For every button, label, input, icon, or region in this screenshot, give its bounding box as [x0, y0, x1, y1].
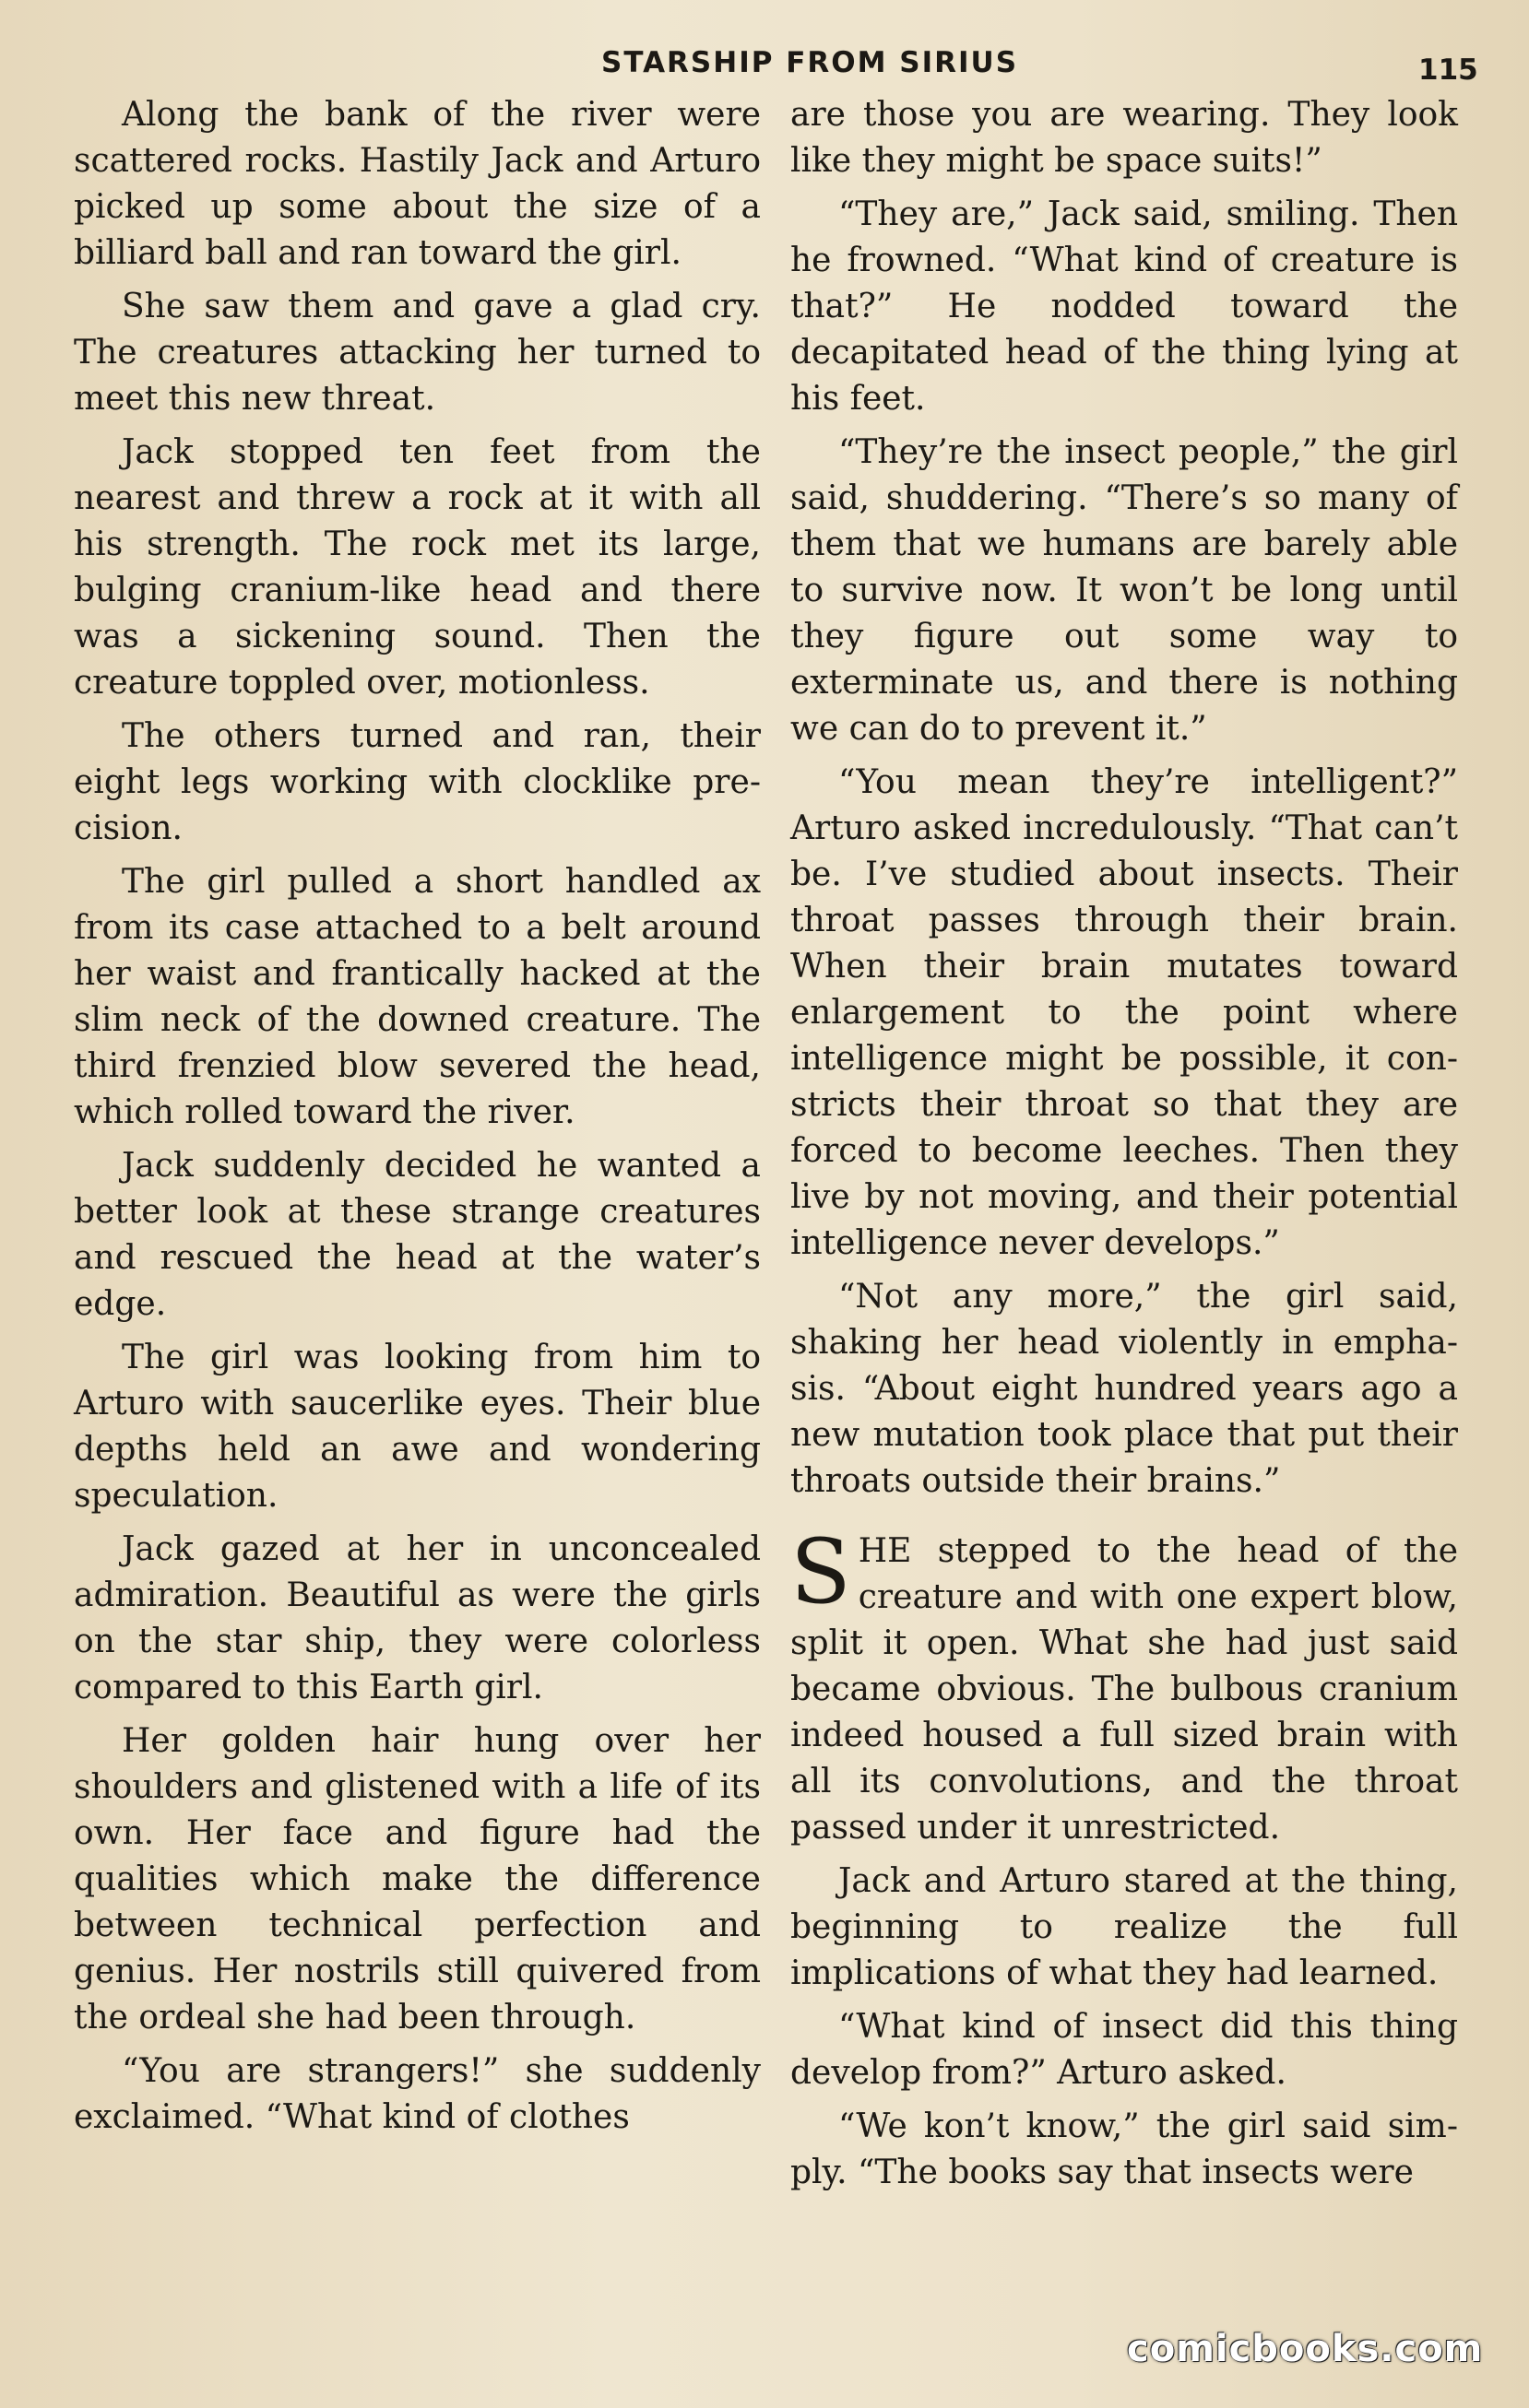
- section-start-text: HE stepped to the head of the creature and with one expert blow, split it open. What she had just said became obvious. The bulbous cranium indeed housed a full sized brain with all its convolutions, and the throat passed under it unrestricted.: [790, 1532, 1458, 1847]
- paragraph: Jack suddenly decided he wanted a better look at these strange creatures and rescued the head at the water’s edge.: [74, 1147, 761, 1323]
- paragraph: Jack gazed at her in unconcealed admiration. Beautiful as were the girls on the star ship, they were colorless compared to this Earth girl.: [74, 1530, 761, 1706]
- section-start-paragraph: [790, 1520, 1458, 1851]
- paragraph: Jack and Arturo stared at the thing, beginning to realize the full implications of what they had learned.: [790, 1862, 1458, 1992]
- drop-cap: S: [790, 1520, 851, 1623]
- paragraph: Jack stopped ten feet from the nearest and threw a rock at it with all his strength. The rock met its large, bulging cranium-like head and there was a sickening sound. Then the creature toppled over, motionless.: [74, 433, 761, 702]
- paragraph: “You are strangers!” she suddenly exclaimed. “What kind of clothes: [74, 2052, 761, 2136]
- paragraph: The girl was looking from him to Arturo with saucerlike eyes. Their blue depths held an awe and wondering speculation.: [74, 1339, 761, 1515]
- paragraph: The girl pulled a short handled ax from its case attached to a belt around her waist and frantically hacked at the slim neck of the downed creature. The third frenzied blow severed the head, which rolled toward the river.: [74, 863, 761, 1131]
- paragraph: Her golden hair hung over her shoulders and glistened with a life of its own. Her face and figure had the qualities which make the difference between technical perfection and genius. Her nostrils still quivered from the ordeal she had been through.: [74, 1722, 761, 2036]
- running-head-title: STARSHIP FROM SIRIUS: [601, 46, 1019, 79]
- paragraph: “They are,” Jack said, smiling. Then he frowned. “What kind of creature is that?” He nodded toward the decapitated head of the thing lying at his feet.: [790, 195, 1458, 418]
- paragraph: “What kind of insect did this thing develop from?” Arturo asked.: [790, 2008, 1458, 2092]
- left-column: [74, 92, 761, 2148]
- paragraph: “You mean they’re intelligent?” Arturo asked incredulously. “That can’t be. I’ve studied about insects. Their throat passes through their brain. When their brain mutates toward enlargement to the point where intelligence might be possible, it constricts their throat so that they are forced to become leeches. Then they live by not moving, and their potential intelligence never develops.”: [790, 763, 1458, 1262]
- right-column: [790, 92, 1458, 2203]
- paragraph: “Not any more,” the girl said, shaking her head violently in emphasis. “About eight hundred years ago a new mutation took place that put their throats outside their brains.”: [790, 1278, 1458, 1500]
- continued-paragraph: are those you are wearing. They look like they might be space suits!”: [790, 96, 1458, 180]
- watermark: comicbooks.com: [1127, 2328, 1484, 2370]
- paragraph: “They’re the insect people,” the girl said, shuddering. “There’s so many of them that we humans are barely able to survive now. It won’t be long until they figure out some way to exterminate us, and there is nothing we can do to prevent it.”: [790, 433, 1458, 748]
- page-number: 115: [1418, 53, 1478, 87]
- paragraph: The others turned and ran, their eight legs working with clocklike precision.: [74, 717, 761, 847]
- paragraph: She saw them and gave a glad cry. The creatures attacking her turned to meet this new threat.: [74, 288, 761, 418]
- paragraph: “We kon’t know,” the girl said simply. “The books say that insects were: [790, 2107, 1458, 2191]
- paragraph: Along the bank of the river were scattered rocks. Hastily Jack and Arturo picked up some about the size of a billiard ball and ran toward the girl.: [74, 96, 761, 272]
